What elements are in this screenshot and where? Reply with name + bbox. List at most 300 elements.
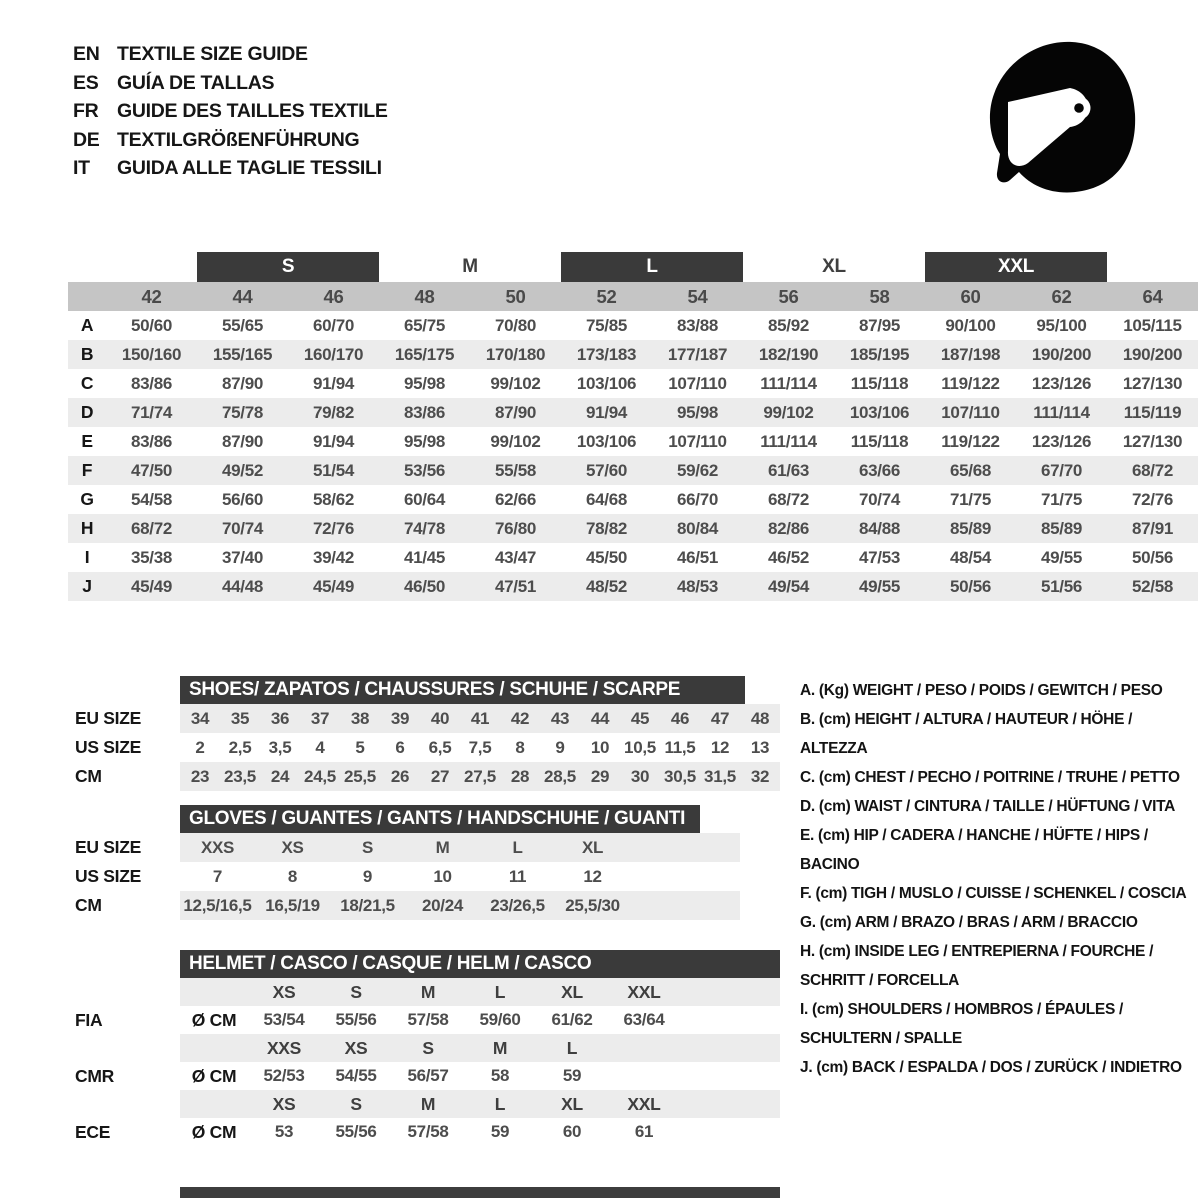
size-value: 11,5 [664,737,696,757]
size-value: 85/89 [949,518,992,538]
size-value: 29 [590,766,610,786]
size-value: 170/180 [485,344,546,364]
size-value: 45/49 [312,576,355,596]
size-value: 27,5 [464,766,496,786]
gloves-rows [68,833,700,920]
table-row [68,704,770,733]
table-row [68,833,700,862]
size-value: 46 [670,708,690,728]
size-value: 74/78 [403,518,446,538]
size-value: L [512,837,523,857]
row-label: FIA [75,1010,103,1030]
size-value: 71/75 [1040,489,1083,509]
unit-cell: Ø CM [191,1121,237,1142]
size-value: XL [581,837,604,857]
helmet-value-row [68,1006,780,1034]
size-value: 59 [562,1066,582,1085]
row-values [180,978,780,1006]
size-value: M [435,837,450,857]
size-value: 150/160 [121,344,182,364]
row-label: E [81,431,93,451]
size-value: 83/86 [130,431,173,451]
size-value: 123/126 [1031,431,1092,451]
size-value: 103/106 [849,402,910,422]
size-value: 79/82 [312,402,355,422]
size-value: 85/89 [1040,518,1083,538]
size-value: 44/48 [221,576,264,596]
size-value: 115/118 [850,373,909,393]
size-value: 36 [270,708,290,728]
size-value: 53/54 [263,1010,305,1029]
size-value: 70/74 [221,518,264,538]
size-value: 57/58 [407,1010,449,1029]
racing-helmet-icon [982,36,1138,198]
numeric-size: 42 [141,285,162,307]
measurement-legend [800,676,1198,1082]
size-value: 28,5 [544,766,576,786]
size-value: 32 [750,766,770,786]
size-value: 190/200 [1122,344,1183,364]
size-value: 12 [710,737,730,757]
size-value: 48 [750,708,770,728]
size-value: 67/70 [1040,460,1083,480]
size-value: 165/175 [394,344,455,364]
row-values [180,1034,780,1062]
row-label: H [80,518,94,538]
size-value: 66/70 [676,489,719,509]
size-value: 54/58 [130,489,173,509]
size-value: 95/98 [403,431,446,451]
size-value: 38 [350,708,370,728]
legend-item: F. (cm) TIGH / MUSLO / CUISSE / SCHENKEL / COSCIA [800,885,1187,902]
size-value: 23/26,5 [490,895,545,915]
table-row [68,762,770,791]
size-value: 7 [212,866,223,886]
size-value: 8 [515,737,525,757]
size-value: 49/55 [858,576,901,596]
size-value: 123/126 [1031,373,1092,393]
size-value: 103/106 [576,431,637,451]
size-value: 173/183 [576,344,637,364]
size-value: 119/122 [941,373,1000,393]
size-value: 91/94 [585,402,628,422]
size-value: 49/52 [221,460,264,480]
size-value: 10 [590,737,610,757]
size-value: 107/110 [668,373,727,393]
size-value: 127/130 [1122,431,1183,451]
size-value: 99/102 [490,431,541,451]
shoes-size-table [68,676,770,791]
size-label: M [420,1093,436,1114]
row-label: US SIZE [75,866,141,886]
size-value: 26 [390,766,410,786]
size-value: 27 [430,766,450,786]
size-value: 48/52 [585,576,628,596]
size-value: 35/38 [130,547,173,567]
size-value: 127/130 [1122,373,1183,393]
textile-size-table [68,252,1198,601]
size-value: 23,5 [224,766,256,786]
size-value: 85/92 [767,315,810,335]
size-value: 111/114 [760,431,817,451]
size-value: 51/56 [1040,576,1083,596]
row-label: CM [75,766,102,786]
size-value: 76/80 [494,518,537,538]
size-letter-s: S [197,252,379,282]
size-value: 107/110 [668,431,727,451]
size-value: 155/165 [212,344,273,364]
language-title: TEXTILGRÖßENFÜHRUNG [117,128,360,151]
size-value: 78/82 [585,518,628,538]
size-value: 63/66 [858,460,901,480]
table-row [68,572,1198,601]
size-label: L [494,1093,506,1114]
row-label: G [80,489,94,509]
size-value: XS [281,837,304,857]
language-title-row [73,69,388,98]
size-value: 115/119 [1123,402,1182,422]
size-value: 62/66 [494,489,537,509]
size-value: 83/86 [130,373,173,393]
legend-item: H. (cm) INSIDE LEG / ENTREPIERNA / FOURCHE / SCHRITT / FORCELLA [800,943,1154,989]
size-value: 8 [287,866,298,886]
size-value: 90/100 [945,315,996,335]
shoes-header: SHOES/ ZAPATOS / CHAUSSURES / SCHUHE / SCARPE [180,676,745,704]
row-label: C [80,373,94,393]
size-value: 34 [190,708,210,728]
size-value: 63/64 [623,1010,665,1029]
size-value: 55/65 [221,315,264,335]
size-value: 68/72 [767,489,810,509]
size-value: 65/68 [949,460,992,480]
size-value: 182/190 [758,344,819,364]
size-value: 49/55 [1040,547,1083,567]
language-title: GUIDE DES TAILLES TEXTILE [117,100,388,122]
size-letter-xl: XL [822,256,846,277]
row-values [180,891,740,920]
table-row [68,543,1198,572]
numeric-size: 54 [687,285,708,307]
size-letter-xxl: XXL [925,252,1107,282]
size-value: 42 [510,708,530,728]
size-value: 91/94 [312,373,355,393]
size-value: 71/74 [130,402,173,422]
language-title-row [73,97,388,126]
size-value: 50/56 [949,576,992,596]
helmet-size-row [68,1034,780,1062]
size-value: 31,5 [704,766,736,786]
size-value: 87/90 [221,431,264,451]
size-value: 18/21,5 [340,895,395,915]
numeric-size-row [68,282,1198,311]
helmet-size-row [68,1090,780,1118]
legend-item: B. (cm) HEIGHT / ALTURA / HAUTEUR / HÖHE / ALTEZZA [800,711,1133,757]
row-label: ECE [75,1122,111,1142]
size-value: 54/55 [335,1066,377,1085]
size-label: XS [272,981,296,1002]
size-value: 55/56 [335,1010,377,1029]
size-label: XXL [627,1093,661,1114]
size-value: 111/114 [1033,402,1090,422]
language-title-row [73,154,388,183]
size-value: 43 [550,708,570,728]
table-row [68,398,1198,427]
size-value: 7,5 [468,737,492,757]
legend-item: E. (cm) HIP / CADERA / HANCHE / HÜFTE / HIPS / BACINO [800,827,1148,873]
size-value: 177/187 [667,344,728,364]
size-value: 39 [390,708,410,728]
numeric-size: 62 [1051,285,1072,307]
row-label: J [82,576,92,596]
row-values [180,1062,780,1090]
table-row [68,733,770,762]
helmet-value-row [68,1118,780,1146]
language-code: ES [73,71,99,94]
size-label: L [566,1037,578,1058]
gloves-header: GLOVES / GUANTES / GANTS / HANDSCHUHE / GUANTI [180,805,700,833]
row-label: EU SIZE [75,837,141,857]
size-label: S [422,1037,434,1058]
size-value: 3,5 [268,737,292,757]
size-label: XL [561,1093,583,1114]
size-value: 25,5 [344,766,376,786]
language-title-row [73,126,388,155]
size-value: 10,5 [624,737,656,757]
size-value: 41/45 [403,547,446,567]
row-label: I [84,547,90,567]
size-value: 53 [274,1122,294,1141]
size-value: 111/114 [760,373,817,393]
size-value: 185/195 [849,344,910,364]
size-value: 9 [555,737,565,757]
language-code: FR [73,100,99,122]
measurement-rows [68,311,1198,601]
helmet-size-row [68,978,780,1006]
table-row [68,514,1198,543]
row-values [180,833,740,862]
size-value: 56/60 [221,489,264,509]
size-value: 9 [362,866,373,886]
size-value: 57/60 [585,460,628,480]
language-title: GUÍA DE TALLAS [117,71,275,94]
size-value: 75/78 [221,402,264,422]
table-row [68,485,1198,514]
size-value: 2,5 [228,737,252,757]
size-label: L [494,981,506,1002]
size-value: 41 [470,708,490,728]
size-label: XL [561,981,583,1002]
size-value: 53/56 [403,460,446,480]
unit-cell: Ø CM [191,1065,237,1086]
size-value: 95/98 [403,373,446,393]
row-label: D [80,402,94,422]
size-value: 68/72 [130,518,173,538]
size-label: XXL [627,981,661,1002]
cropped-section-bar [180,1187,780,1198]
numeric-size: 56 [778,285,799,307]
size-value: 46/50 [403,576,446,596]
size-value: 30 [630,766,650,786]
size-value: 47 [710,708,730,728]
size-value: 2 [195,737,205,757]
size-value: 91/94 [312,431,355,451]
row-values [180,733,780,762]
size-value: 48/53 [676,576,719,596]
row-label: B [80,344,94,364]
size-label: M [492,1037,508,1058]
size-value: 59/60 [479,1010,521,1029]
size-value: 87/90 [221,373,264,393]
size-value: 50/60 [130,315,173,335]
size-value: 61 [634,1122,654,1141]
size-value: 52/58 [1131,576,1174,596]
size-value: 61/63 [767,460,810,480]
size-value: 87/95 [858,315,901,335]
size-value: 4 [315,737,325,757]
numeric-size: 64 [1142,285,1163,307]
size-value: 45 [630,708,650,728]
size-value: 99/102 [763,402,814,422]
row-label: CMR [75,1066,114,1086]
size-value: 60/64 [403,489,446,509]
size-label: XS [272,1093,296,1114]
size-value: 82/86 [767,518,810,538]
size-value: 16,5/19 [265,895,320,915]
legend-item: A. (Kg) WEIGHT / PESO / POIDS / GEWITCH / PESO [800,682,1163,699]
size-value: 13 [750,737,770,757]
numeric-size: 50 [505,285,526,307]
size-value: 23 [190,766,210,786]
table-row [68,862,700,891]
size-value: 160/170 [303,344,364,364]
size-value: 99/102 [490,373,541,393]
size-value: 58 [490,1066,510,1085]
helmet-size-table [68,950,780,1146]
language-title-list [73,40,388,183]
row-label: A [80,315,94,335]
size-value: 24 [270,766,290,786]
helmet-value-row [68,1062,780,1090]
size-value: 39/42 [312,547,355,567]
size-value: 40 [430,708,450,728]
numeric-size: 44 [232,285,253,307]
helmet-rows [68,978,780,1146]
size-value: 6,5 [428,737,452,757]
legend-item: I. (cm) SHOULDERS / HOMBROS / ÉPAULES / SCHULTERN / SPALLE [800,1001,1124,1047]
size-value: 61/62 [551,1010,593,1029]
language-code: EN [73,43,100,65]
table-row [68,427,1198,456]
size-value: 83/86 [403,402,446,422]
size-value: 49/54 [767,576,810,596]
size-value: 25,5/30 [565,895,620,915]
row-values [180,1118,780,1146]
size-value: 47/53 [858,547,901,567]
size-value: 190/200 [1031,344,1092,364]
size-value: 60 [562,1122,582,1141]
size-value: 24,5 [304,766,336,786]
size-value: 107/110 [941,402,1000,422]
table-row [68,311,1198,340]
size-letter-row [68,252,1198,282]
language-code: DE [73,128,100,151]
table-row [68,891,700,920]
size-value: 37 [310,708,330,728]
size-value: 119/122 [941,431,1000,451]
size-value: 30,5 [664,766,696,786]
size-value: 115/118 [850,431,909,451]
size-label: M [420,981,436,1002]
size-value: 46/52 [767,547,810,567]
row-label: CM [75,895,102,915]
numeric-size: 58 [869,285,890,307]
size-letter-l: L [561,252,743,282]
helmet-header: HELMET / CASCO / CASQUE / HELM / CASCO [180,950,780,978]
language-title: GUIDA ALLE TAGLIE TESSILI [117,157,382,179]
unit-cell: Ø CM [191,1009,237,1030]
legend-item: G. (cm) ARM / BRAZO / BRAS / ARM / BRACCIO [800,914,1138,931]
row-values [180,704,780,733]
table-row [68,340,1198,369]
size-value: 12,5/16,5 [183,895,252,915]
size-value: 55/56 [335,1122,377,1141]
language-title-row [73,40,388,69]
size-value: 187/198 [940,344,1001,364]
size-value: 95/98 [676,402,719,422]
size-value: 95/100 [1036,315,1087,335]
size-value: 37/40 [221,547,264,567]
size-value: 48/54 [949,547,992,567]
size-letter-m: M [462,256,478,277]
row-values [180,862,740,891]
size-value: 47/51 [494,576,537,596]
size-value: 87/91 [1131,518,1174,538]
size-label: XXS [266,1037,302,1058]
size-value: 64/68 [585,489,628,509]
size-value: 11 [508,866,527,886]
size-value: 35 [230,708,250,728]
size-value: 12 [583,866,602,886]
size-value: 45/50 [585,547,628,567]
size-value: 72/76 [1131,489,1174,509]
size-label: S [350,981,362,1002]
size-value: 46/51 [676,547,719,567]
size-value: 50/56 [1131,547,1174,567]
table-row [68,456,1198,485]
size-value: 28 [510,766,530,786]
size-value: 56/57 [407,1066,449,1085]
row-label: F [81,460,93,480]
size-value: 87/90 [494,402,537,422]
language-title: TEXTILE SIZE GUIDE [117,43,308,65]
row-values [180,1006,780,1034]
numeric-size: 46 [323,285,344,307]
size-value: 5 [355,737,365,757]
numeric-size: 48 [414,285,435,307]
size-value: 71/75 [949,489,992,509]
numeric-size: 52 [596,285,617,307]
size-value: S [361,837,374,857]
language-code: IT [73,157,90,179]
size-value: 47/50 [130,460,173,480]
size-value: 105/115 [1123,315,1182,335]
size-value: 60/70 [312,315,355,335]
gloves-size-table [68,805,700,920]
table-row [68,369,1198,398]
size-value: 58/62 [312,489,355,509]
size-value: 45/49 [130,576,173,596]
size-value: 84/88 [858,518,901,538]
